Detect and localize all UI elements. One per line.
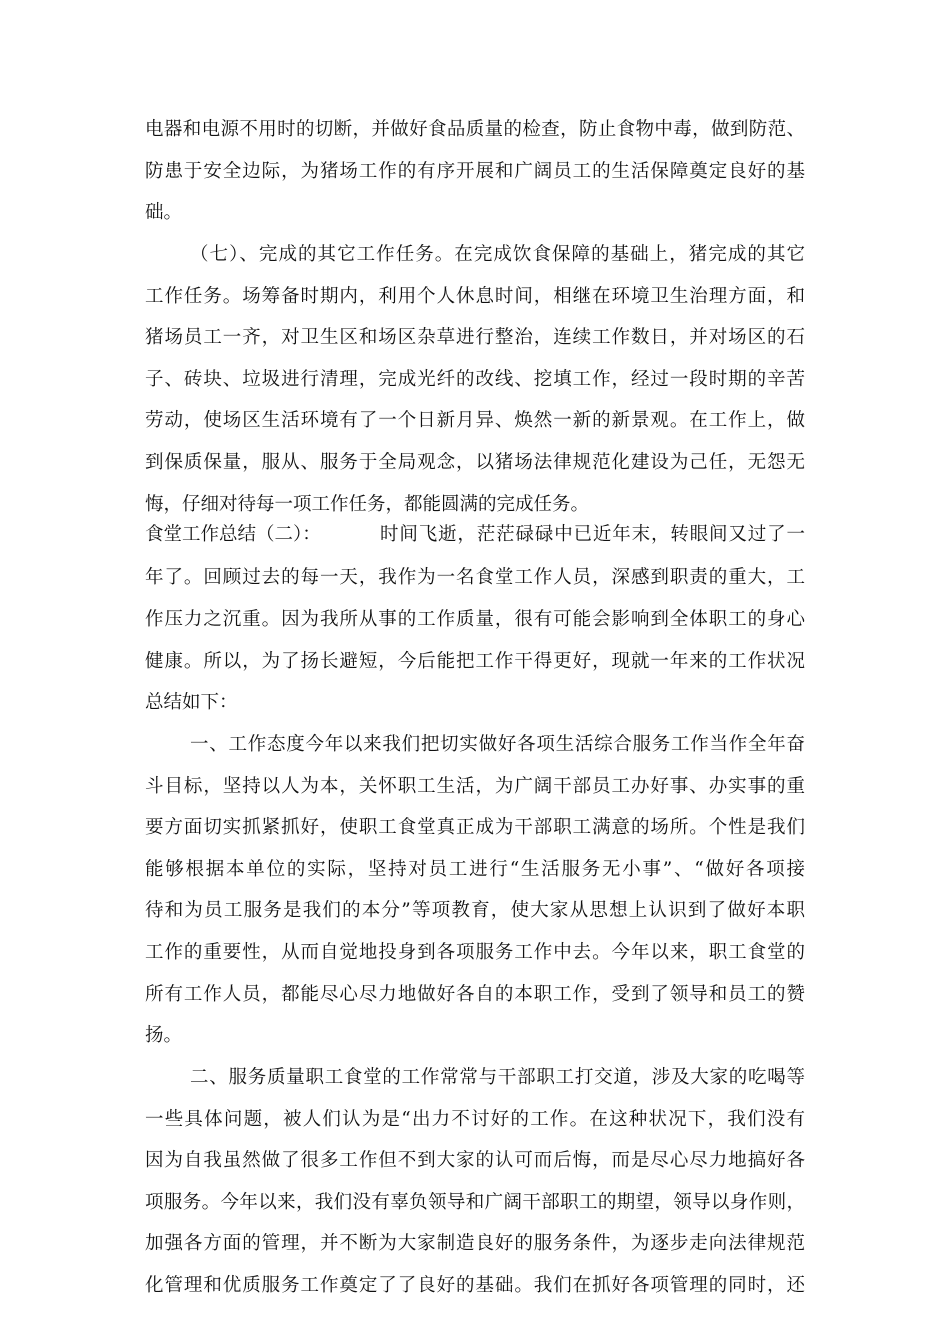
paragraph-line: 健康。所以，为了扬长避短，今后能把工作干得更好，现就一年来的工作状况 (145, 651, 805, 672)
paragraph-line: 因为自我虽然做了很多工作但不到大家的认可而后悔，而是尽心尽力地搞好各 (145, 1150, 805, 1171)
paragraph-line: 二、服务质量职工食堂的工作常常与干部职工打交道，涉及大家的吃喝等 (190, 1067, 805, 1088)
paragraph-line: 猪场员工一齐，对卫生区和场区杂草进行整治，连续工作数日，并对场区的石 (145, 327, 805, 348)
paragraph-line: 工作的重要性，从而自觉地投身到各项服务工作中去。今年以来，职工食堂的 (145, 942, 805, 963)
section-heading-label: 食堂工作总结（二）： (145, 524, 321, 545)
paragraph-line: 悔，仔细对待每一项工作任务，都能圆满的完成任务。 (145, 494, 590, 515)
paragraph-line: 加强各方面的管理，并不断为大家制造良好的服务条件，为逐步走向法律规范 (145, 1233, 805, 1254)
paragraph-line: 所有工作人员，都能尽心尽力地做好各自的本职工作，受到了领导和员工的赞 (145, 984, 805, 1005)
paragraph-line: 一、工作态度今年以来我们把切实做好各项生活综合服务工作当作全年奋 (190, 734, 805, 755)
paragraph-line: 到保质保量，服从、服务于全局观念，以猪场法律规范化建设为己任，无怨无 (145, 452, 805, 473)
paragraph-line: 化管理和优质服务工作奠定了了良好的基础。我们在抓好各项管理的同时，还 (145, 1275, 805, 1296)
paragraph-line: 防患于安全边际，为猪场工作的有序开展和广阔员工的生活保障奠定良好的基 (145, 161, 805, 182)
paragraph-line: 能够根据本单位的实际，坚持对员工进行“生活服务无小事”、“做好各项接 (145, 859, 805, 880)
paragraph-line: 础。 (145, 202, 183, 223)
paragraph-line: （七）、完成的其它工作任务。在完成饮食保障的基础上，猪完成的其它 (190, 244, 805, 265)
paragraph-line: 要方面切实抓紧抓好，使职工食堂真正成为干部职工满意的场所。个性是我们 (145, 817, 805, 838)
paragraph-line: 劳动，使场区生活环境有了一个日新月异、焕然一新的新景观。在工作上，做 (145, 410, 805, 431)
section-heading-text: 时间飞逝，茫茫碌碌中已近年末，转眼间又过了一 (380, 524, 805, 545)
paragraph-line: 年了。回顾过去的每一天，我作为一名食堂工作人员，深感到职责的重大，工 (145, 567, 805, 588)
paragraph-line: 作压力之沉重。因为我所从事的工作质量，很有可能会影响到全体职工的身心 (145, 609, 805, 630)
paragraph-line: 子、砖块、垃圾进行清理，完成光纤的改线、挖填工作，经过一段时期的辛苦 (145, 369, 805, 390)
paragraph-line: 斗目标，坚持以人为本，关怀职工生活，为广阔干部员工办好事、办实事的重 (145, 776, 805, 797)
paragraph-line: 一些具体问题，被人们认为是“出力不讨好的工作。在这种状况下，我们没有 (145, 1109, 805, 1130)
paragraph-line: 电器和电源不用时的切断，并做好食品质量的检查，防止食物中毒，做到防范、 (145, 119, 805, 140)
section-heading-line (145, 520, 805, 550)
paragraph-line: 工作任务。场筹备时期内，利用个人休息时间，相继在环境卫生治理方面，和 (145, 286, 805, 307)
paragraph-line: 扬。 (145, 1025, 183, 1046)
paragraph-line: 总结如下： (145, 692, 238, 713)
paragraph-line: 项服务。今年以来，我们没有辜负领导和广阔干部职工的期望，领导以身作则， (145, 1192, 805, 1213)
paragraph-line: 待和为员工服务是我们的本分”等项教育，使大家从思想上认识到了做好本职 (145, 900, 805, 921)
